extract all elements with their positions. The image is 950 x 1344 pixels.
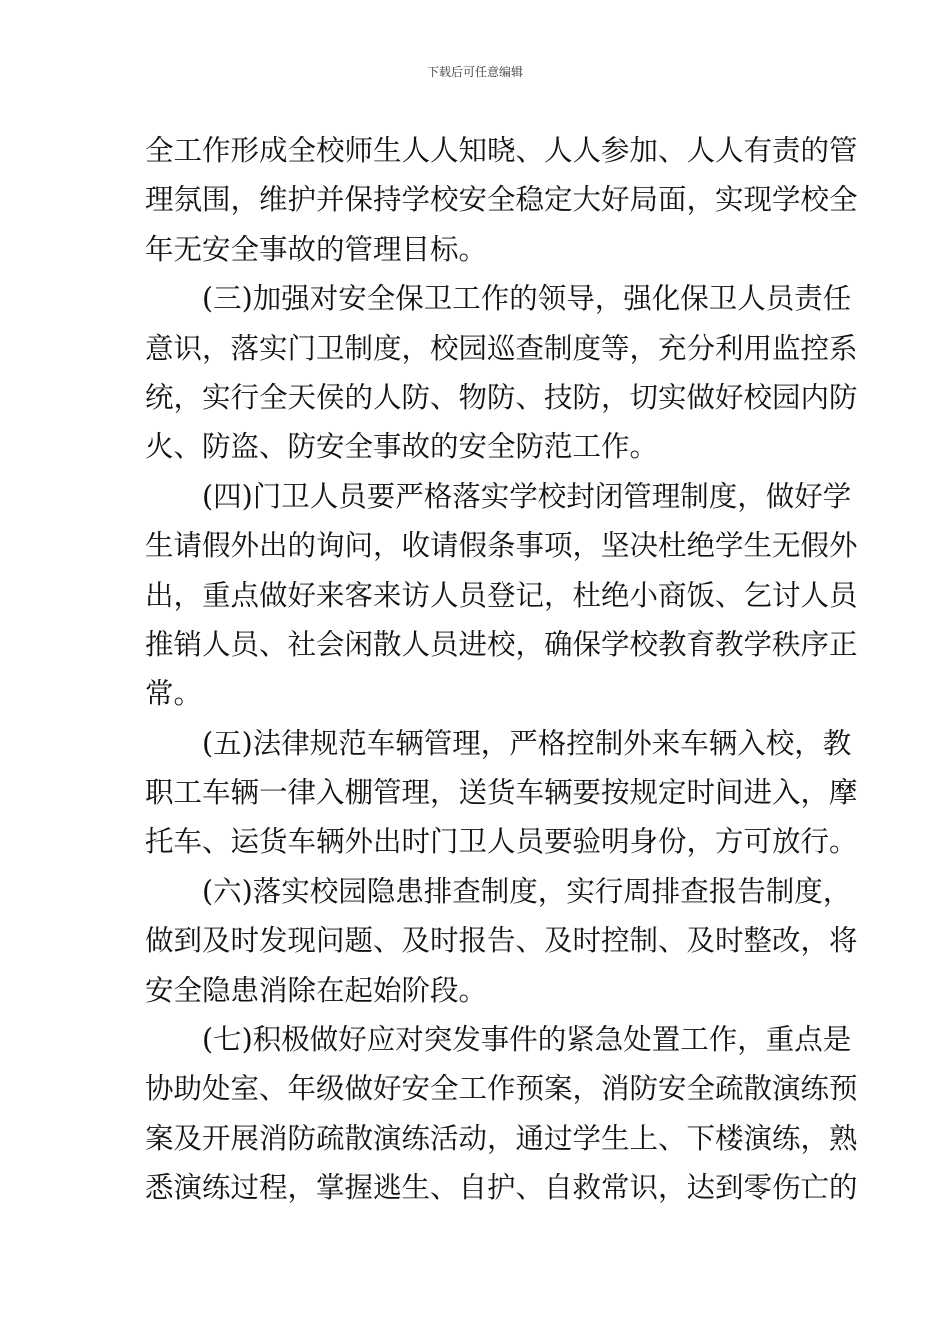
text-line: 火、防盗、防安全事故的安全防范工作。 xyxy=(145,430,659,464)
paragraph-item-6 xyxy=(145,867,858,1015)
page-header: 下载后可任意编辑 xyxy=(426,65,523,79)
paragraph-continuation xyxy=(145,126,858,274)
text-line: 年无安全事故的管理目标。 xyxy=(145,232,488,266)
text-line: 协助处室、年级做好安全工作预案，消防安全疏散演练预 xyxy=(145,1072,858,1106)
text-line: 案及开展消防疏散演练活动，通过学生上、下楼演练，熟 xyxy=(145,1121,858,1155)
text-line: 全工作形成全校师生人人知晓、人人参加、人人有责的管 xyxy=(145,134,858,167)
text-line: 意识，落实门卫制度，校园巡查制度等，充分利用监控系 xyxy=(145,331,858,365)
text-line: 生请假外出的询问，收请假条事项，坚决杜绝学生无假外 xyxy=(145,529,858,563)
text-line: (五)法律规范车辆管理，严格控制外来车辆入校，教 xyxy=(202,726,852,760)
text-line: (四)门卫人员要严格落实学校封闭管理制度，做好学 xyxy=(202,479,852,513)
text-line: (七)积极做好应对突发事件的紧急处置工作，重点是 xyxy=(202,1023,852,1057)
text-line: (三)加强对安全保卫工作的领导，强化保卫人员责任 xyxy=(202,282,852,316)
text-line: 统，实行全天侯的人防、物防、技防，切实做好校园内防 xyxy=(145,380,858,414)
paragraph-item-7 xyxy=(145,1015,858,1213)
text-line: 做到及时发现问题、及时报告、及时控制、及时整改，将 xyxy=(145,924,858,958)
text-line: 常。 xyxy=(145,677,203,711)
paragraph-item-5 xyxy=(145,719,858,867)
text-line: 推销人员、社会闲散人员进校，确保学校教育教学秩序正 xyxy=(145,627,858,661)
text-line: 出，重点做好来客来访人员登记，杜绝小商饭、乞讨人员 xyxy=(145,578,858,612)
text-line: 悉演练过程，掌握逃生、自护、自救常识，达到零伤亡的 xyxy=(145,1171,858,1205)
text-line: 托车、运货车辆外出时门卫人员要验明身份，方可放行。 xyxy=(145,825,858,859)
text-line: 安全隐患消除在起始阶段。 xyxy=(145,973,488,1007)
text-line: (六)落实校园隐患排查制度，实行周排查报告制度， xyxy=(202,874,852,908)
document-body xyxy=(145,126,858,1213)
text-line: 理氛围，维护并保持学校安全稳定大好局面，实现学校全 xyxy=(145,183,858,217)
paragraph-item-4 xyxy=(145,472,858,719)
text-line: 职工车辆一律入棚管理，送货车辆要按规定时间进入，摩 xyxy=(145,776,858,810)
paragraph-item-3 xyxy=(145,274,858,472)
